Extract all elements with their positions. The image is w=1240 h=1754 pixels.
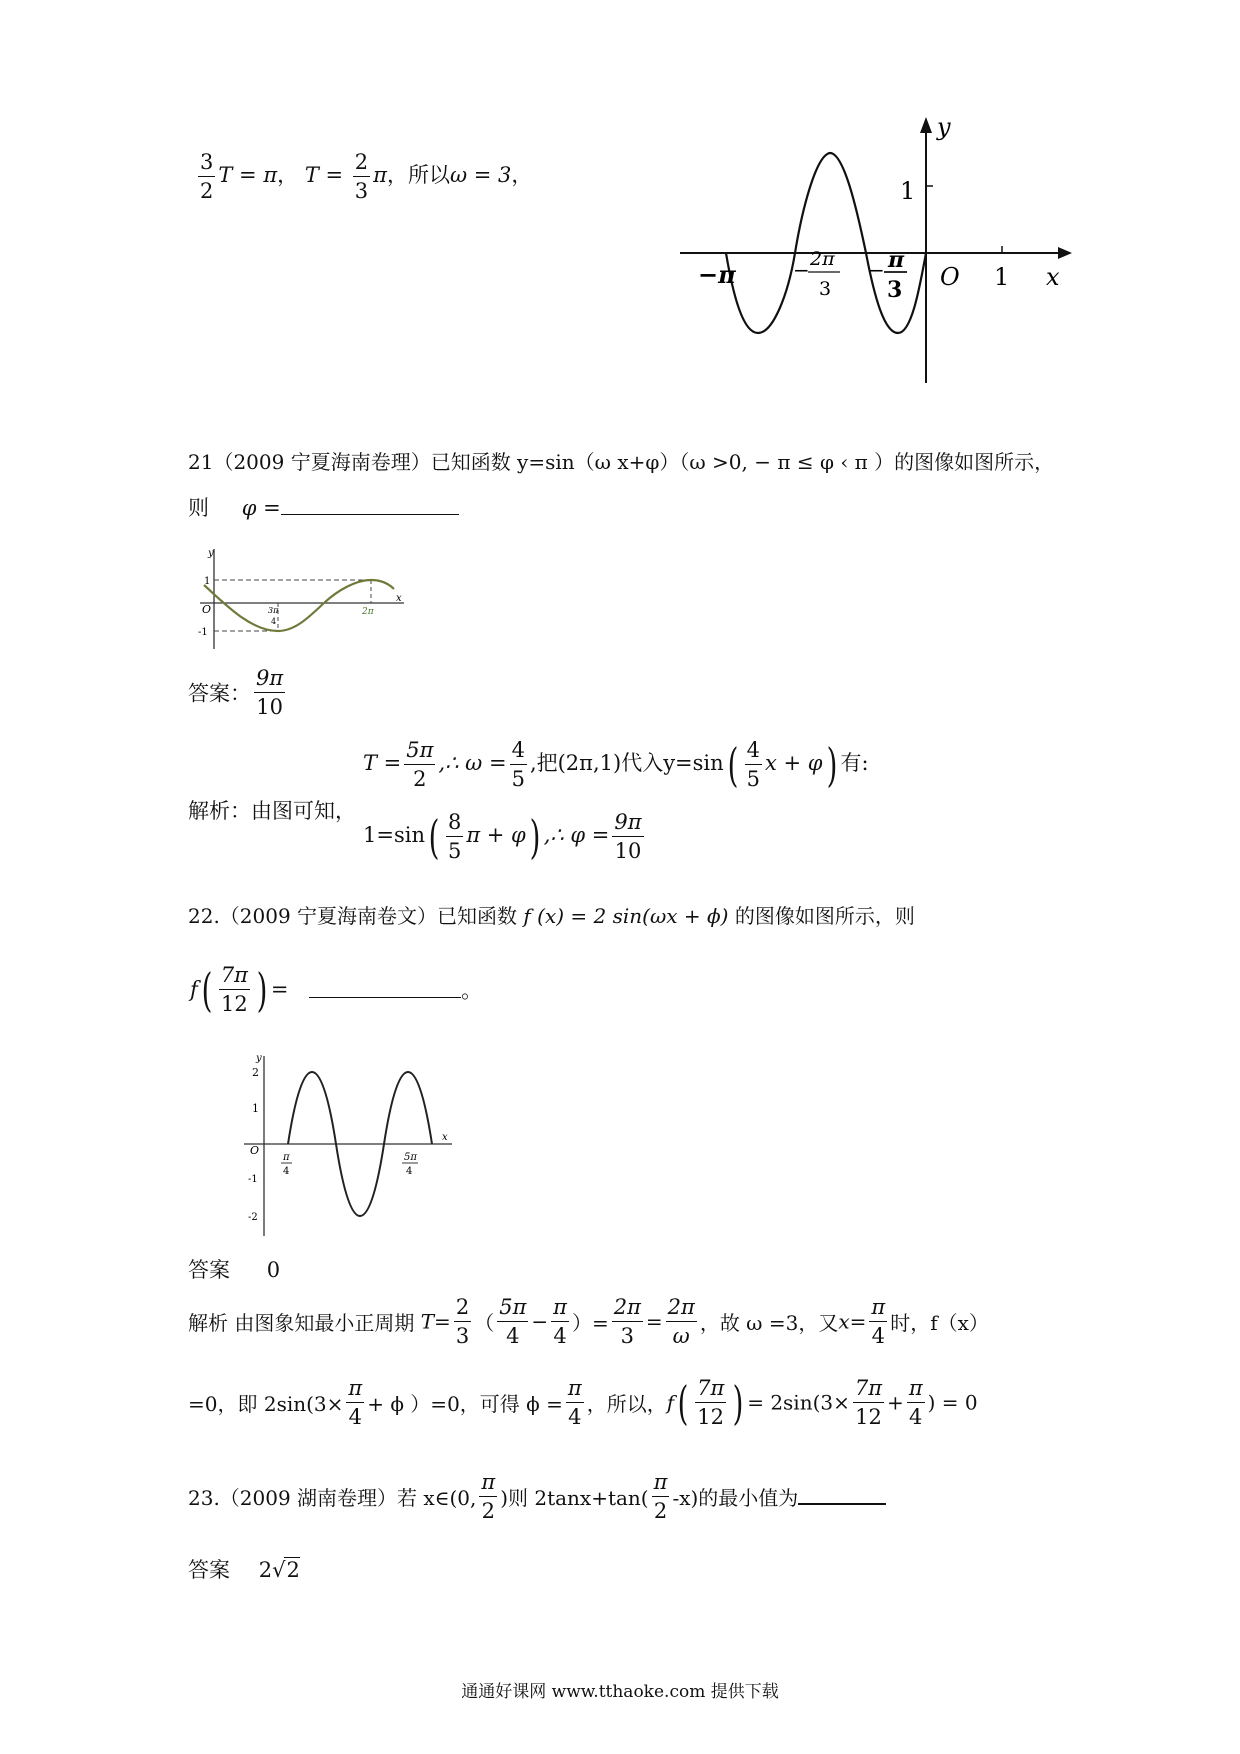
- y-axis-arrow-icon: [920, 117, 932, 133]
- footer: 通通好课网 www.tthaoke.com 提供下载: [461, 1682, 779, 1702]
- sine-curve-2: [204, 580, 394, 631]
- svg-text:4: 4: [406, 1166, 413, 1177]
- y-axis-label: y: [937, 115, 951, 141]
- q21-line2: 则 φ =: [188, 492, 459, 522]
- svg-text:4: 4: [283, 1166, 290, 1177]
- svg-text:5π: 5π: [404, 1152, 417, 1163]
- svg-text:4: 4: [271, 617, 277, 626]
- q21-analysis-row2: 1=sin( $\frac{8}{5}$ π + φ) ,∴ φ = $\frac{9\pi}{10}$: [363, 809, 642, 864]
- neg-2pi3-den: 3: [819, 278, 832, 300]
- x-axis-label: x: [1046, 263, 1060, 291]
- neg-2pi3-num: 2π: [810, 248, 835, 270]
- svg-text:2: 2: [252, 1066, 259, 1079]
- svg-text:O: O: [202, 603, 212, 616]
- q22-line2: f( $\frac{7\pi}{12}$ ) = 。: [190, 962, 483, 1017]
- q21-analysis-row1: T = $\frac{5\pi}{2}$ ,∴ ω = $\frac{4}{5}$ ,把(2π,1)代入y=sin( $\frac{4}{5}$ x + φ) 有:: [363, 737, 869, 792]
- sine-graph-2: [196, 545, 406, 655]
- svg-text:y: y: [256, 1053, 262, 1064]
- svg-text:x: x: [396, 593, 402, 604]
- svg-text:-1: -1: [198, 627, 208, 638]
- neg-pi3-den: 3: [887, 277, 903, 303]
- origin-label: O: [940, 263, 960, 291]
- neg-pi-label: −π: [698, 260, 736, 289]
- q23-question: 23.（2009 湖南卷理）若 x∈(0, $\frac{\pi}{2}$ )则 2tanx+tan( $\frac{\pi}{2}$ -x)的最小值为: [188, 1470, 886, 1523]
- svg-text:2π: 2π: [362, 607, 374, 617]
- answer-blank[interactable]: [798, 1489, 886, 1505]
- svg-text:π: π: [283, 1152, 290, 1163]
- fraction: $\frac{3}{2}$: [200, 150, 214, 204]
- neg-pi3-minus: −: [868, 258, 885, 282]
- svg-text:y: y: [208, 548, 214, 559]
- svg-text:-1: -1: [248, 1174, 258, 1185]
- svg-text:1: 1: [204, 576, 211, 587]
- svg-text:1: 1: [252, 1102, 259, 1115]
- q21-line1: 21（2009 宁夏海南卷理）已知函数 y=sin（ω x+φ）（ω >0, − π ≤ φ ‹ π ）的图像如图所示，: [188, 450, 1055, 474]
- svg-text:-2: -2: [248, 1212, 258, 1223]
- x-tick-label: 1: [994, 263, 1010, 291]
- answer-blank[interactable]: [309, 981, 461, 998]
- neg-pi3-num: π: [888, 247, 905, 273]
- fraction: $\frac{2}{3}$: [354, 150, 369, 204]
- sine-curve-1: [726, 153, 926, 333]
- svg-text:x: x: [442, 1132, 448, 1143]
- y-tick-label: 1: [900, 177, 916, 205]
- top-formula: $\frac{3}{2}$ T = π， T = $\frac{2}{3}$ π，所以ω = 3，: [200, 150, 533, 204]
- svg-text:O: O: [250, 1144, 260, 1157]
- q22-answer: 答案 0: [188, 1258, 281, 1282]
- neg-2pi3-minus: −: [793, 258, 810, 282]
- q22-analysis-line2: =0，即 2sin(3× $\frac{\pi}{4}$ + ϕ ）=0，可得 ϕ = $\frac{\pi}{4}$ ，所以，f( $\frac{7\pi}{12}$ ) = 2sin(3× $\frac{7\pi}{12}$ + $\frac{\pi}{4}$ ) = 0: [188, 1375, 978, 1430]
- q22-line1: 22.（2009 宁夏海南卷文）已知函数 f (x) = 2 sin(ωx + ϕ) 的图像如图所示，则: [188, 904, 915, 928]
- sine-graph-1: [680, 115, 1080, 395]
- q23-answer: 答案 2√2: [188, 1558, 300, 1582]
- svg-text:3π: 3π: [268, 606, 279, 615]
- answer-blank[interactable]: [281, 496, 459, 515]
- q21-analysis-label: 解析：由图可知，: [188, 799, 356, 823]
- q21-answer: 答案： $\frac{9\pi}{10}$: [188, 666, 284, 720]
- q22-analysis-line1: 解析 由图象知最小正周期 T= $\frac{2}{3}$ （ $\frac{5\pi}{4}$ − $\frac{\pi}{4}$ ）= $\frac{2\pi}{3}$ = $\frac{2\pi}{\omega}$ ，故 ω =3，又x= $\frac{\pi}{4}$ 时，f（x）: [188, 1295, 989, 1349]
- sine-graph-3: [236, 1050, 456, 1240]
- x-axis-arrow-icon: [1058, 247, 1072, 259]
